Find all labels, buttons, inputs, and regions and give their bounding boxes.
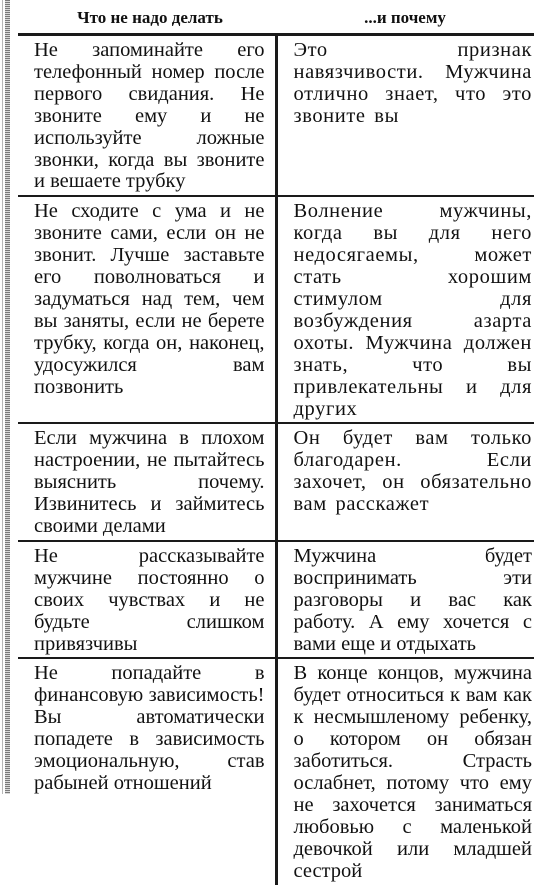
column-header-why: ...и почему xyxy=(276,2,534,35)
table-row xyxy=(18,35,534,197)
dont-text: Если мужчина в плохом настроении, не пытайтесь выяснить почему. Извинитесь и займитесь своими делами xyxy=(34,427,265,538)
table-row xyxy=(18,423,534,541)
why-text: В конце концов, мужчина будет относиться к вам как к несмышленому ребенку, о котором он обязан заботиться. Страсть ослабнет, потому что ему не захочется заниматься любовью с маленькой девочкой или младшей сестрой xyxy=(293,662,532,882)
page-edge-border xyxy=(5,0,10,794)
why-text: Это признак навязчивости. Мужчина отлично знает, что это звоните вы xyxy=(293,39,532,127)
why-cell xyxy=(276,423,534,541)
column-header-dont: Что не надо делать xyxy=(18,2,276,35)
dont-text: Не попадайте в финансовую зависимость! Вы автоматически попадете в зависимость эмоциональную, став рабыней отношений xyxy=(34,662,265,794)
why-text: Волнение мужчины, когда вы для него недосягаемы, может стать хорошим стимулом для возбуждения азарта охоты. Мужчина должен знать, что вы привлекательны и для других xyxy=(293,200,532,420)
table-row xyxy=(18,541,534,659)
page-edge-line xyxy=(2,0,3,794)
dont-text: Не сходите с ума и не звоните сами, если он не звонит. Лучше заставьте его поволноваться и задуматься над тем, чем вы заняты, если не берете трубку, когда он, наконец, удосужился вам позвонить xyxy=(34,200,265,398)
table-row xyxy=(18,196,534,423)
why-cell xyxy=(276,658,534,884)
why-cell xyxy=(276,35,534,197)
why-text: Он будет вам только благодарен. Если захочет, он обязательно вам расскажет xyxy=(293,427,532,516)
why-text: Мужчина будет воспринимать эти разговоры и вас как работу. А ему хочется с вами еще и отдыхать xyxy=(293,544,532,655)
table-row xyxy=(18,658,534,884)
dont-text: Не запоминайте его телефонный номер после первого свидания. Не звоните ему и не используйте ложные звонки, когда вы звоните и вешаете трубку xyxy=(34,39,265,193)
table-header-row xyxy=(18,2,534,35)
dont-cell xyxy=(18,541,276,659)
why-cell xyxy=(276,196,534,423)
dont-cell xyxy=(18,35,276,197)
why-cell xyxy=(276,541,534,659)
dont-cell xyxy=(18,423,276,541)
advice-table xyxy=(18,2,534,885)
dont-cell xyxy=(18,196,276,423)
dont-text: Не рассказывайте мужчине постоянно о своих чувствах и не будьте слишком привязчивы xyxy=(34,544,265,655)
dont-cell xyxy=(18,658,276,884)
